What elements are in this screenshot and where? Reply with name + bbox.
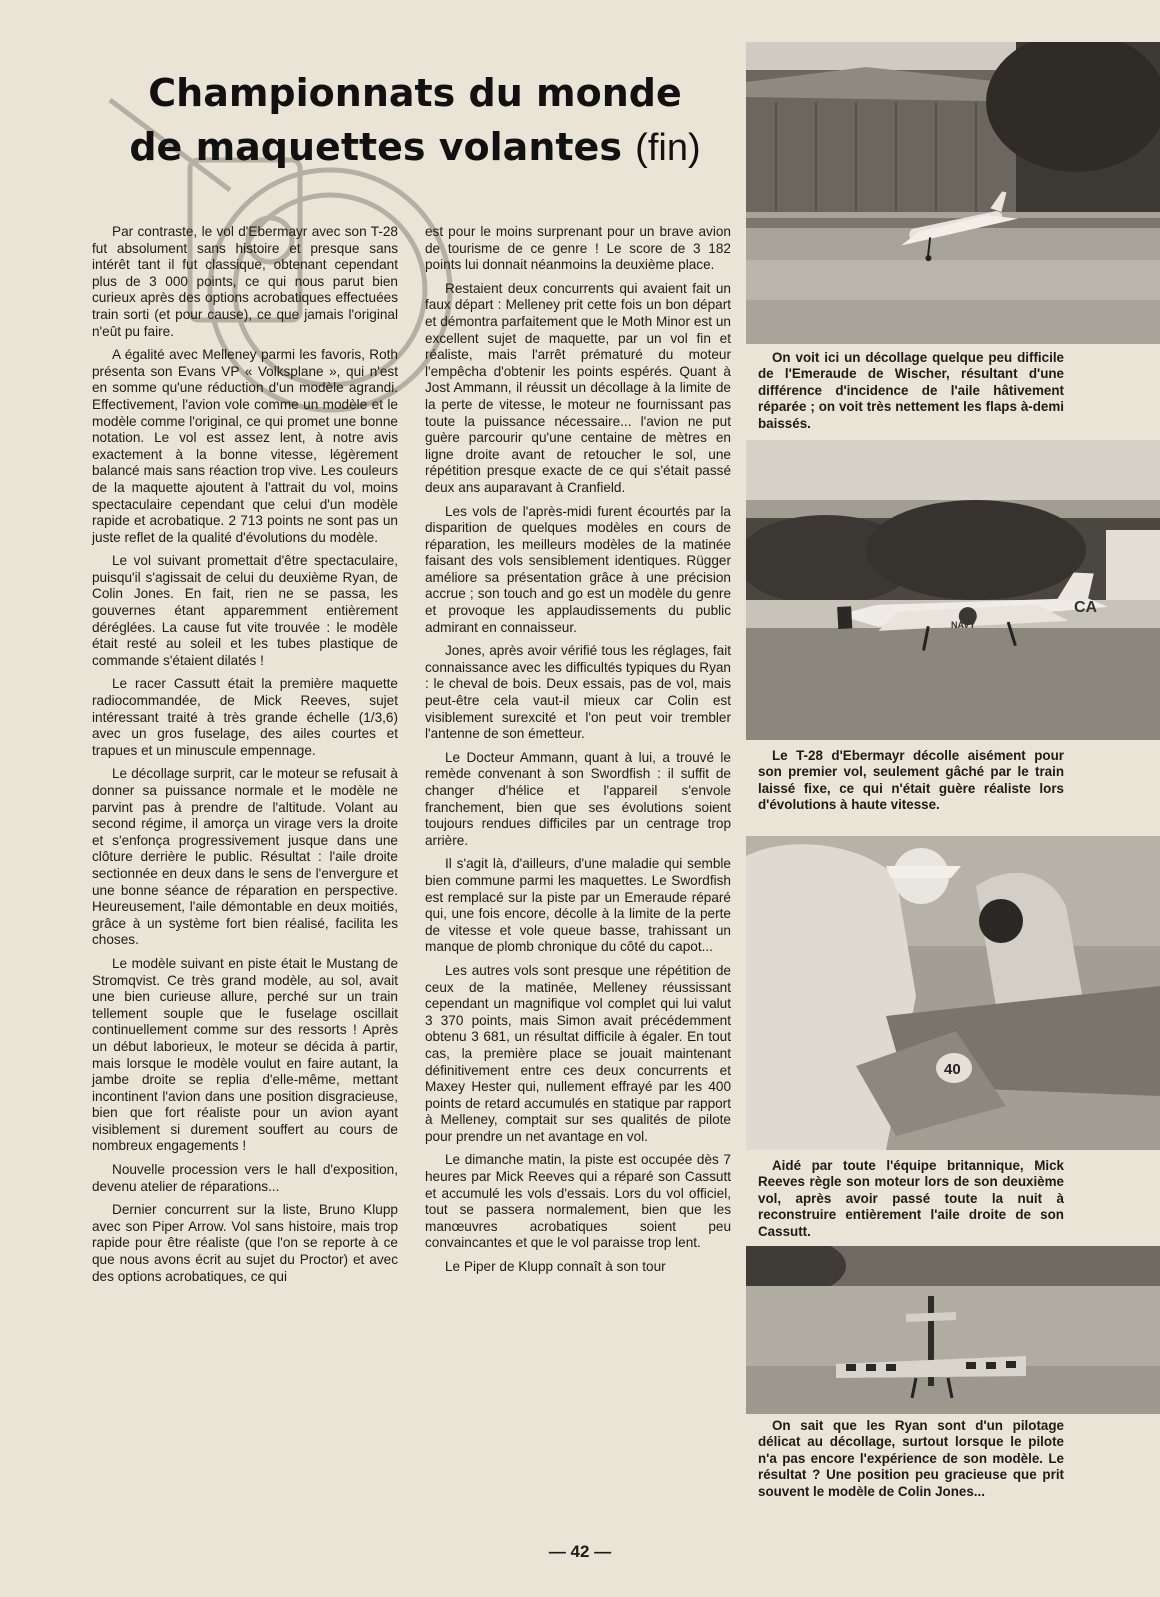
photo-caption: On voit ici un décollage quelque peu difficile de l'Emeraude de Wischer, résultant d'une différence d'incidence de l'aile hâtivement réparée ; on voit très nettement les flaps à-demi baissés. [758, 350, 1064, 431]
paragraph: Jones, après avoir vérifié tous les réglages, fait connaissance avec les difficultés typiques du Ryan : le cheval de bois. Deux essais, pas de vol, mais peut-être cela vaut-il mieux car Colin est visiblement surexcité et l'on peut voir trembler l'antenne de son émetteur. [425, 643, 731, 742]
photo-caption: Le T-28 d'Ebermayr décolle aisément pour son premier vol, seulement gâché par le train laissé fixe, ce qui n'était guère réaliste lors d'évolutions à haute vitesse. [758, 748, 1064, 813]
paragraph: A égalité avec Melleney parmi les favoris, Roth présenta son Evans VP « Volksplane », qui n'est en somme qu'une réduction d'un modèle agrandi. Effectivement, l'avion vole comme un modèle et le modèle comme l'original, ce qui promet une bonne notation. Le vol est assez lent, à notre avis exactement à la bonne vitesse, légèrement balancé mais sans réaction trop vive. Les couleurs de la maquette ajoutent à l'attrait du vol, moins spectaculaire cependant que celui d'un modèle rapide et acrobatique. 2 713 points ne sont pas un juste reflet de la qualité d'évolutions du modèle. [92, 347, 398, 545]
title-line-1: Championnats du monde [148, 71, 682, 115]
paragraph: Les vols de l'après-midi furent écourtés par la disparition de quelques modèles en cours de réparation, les meilleurs modèles de la matinée faisant des vols sensiblement identiques. Rügger améliore sa présentation grâce à une précision accrue ; son touch and go est un modèle du genre et provoque les applaudissements du public admirant en connaisseur. [425, 503, 731, 635]
text-column-1 [92, 224, 398, 1292]
paragraph: Le dimanche matin, la piste est occupée dès 7 heures par Mick Reeves qui a réparé son Cassutt et accumulé les vols d'essais. Lors du vol officiel, tout se passera normalement, bien que les manœuvres acrobatiques soient peu convaincantes et que le vol paraisse trop lent. [425, 1152, 731, 1251]
paragraph: Le racer Cassutt était la première maquette radiocommandée, de Mick Reeves, sujet intéressant traité à très grande échelle (1/3,6) avec un gros fuselage, des ailes courtes et trapues et un minuscule empennage. [92, 676, 398, 758]
paragraph: Le modèle suivant en piste était le Mustang de Stromqvist. Ce très grand modèle, au sol, avait une bien curieuse allure, perché sur un train tellement souple que le fuselage oscillait continuellement comme sur des ressorts ! Après un début laborieux, le moteur se décida à partir, mais lorsque le modèle voulut en faire autant, la jambe droite se replia d'elle-même, mettant incontinent l'avion dans une position disgracieuse, bien que fort réaliste pour un avion ayant visiblement si durement souffert au cours de nombreux engagements ! [92, 955, 398, 1154]
paragraph: Il s'agit là, d'ailleurs, d'une maladie qui semble bien commune parmi les maquettes. Le Swordfish est remplacé sur la piste par un Emeraude réparé qui, une fois encore, décolle à la limite de la perte de vitesse et vole queue basse, trahissant un manque de plomb chronique du côté du capot... [425, 856, 731, 955]
photo-caption: Aidé par toute l'équipe britannique, Mick Reeves règle son moteur lors de son deuxième vol, après avoir passé toute la nuit à reconstruire entièrement l'aile droite de son Cassutt. [758, 1158, 1064, 1239]
paragraph: Les autres vols sont presque une répétition de ceux de la matinée, Melleney réussissant cependant un magnifique vol complet qui lui valut 3 370 points, mais Simon avait précédemment obtenu 3 681, un résultat difficile à égaler. En tout cas, la première place se jouait maintenant définitivement entre ces deux concurrents et Maxey Hester qui, nullement effrayé par les 400 points de retard accumulés en statique par rapport à Melleney, comptait sur ses qualités de pilote pour prendre un net avantage en vol. [425, 962, 731, 1144]
photo-caption: On sait que les Ryan sont d'un pilotage délicat au décollage, surtout lorsque le pilote n'a pas encore l'expérience de son modèle. Le résultat ? Une position peu gracieuse que prit souvent le modèle de Colin Jones... [758, 1418, 1064, 1499]
cassutt-number-label: 40 [944, 1061, 961, 1078]
t28-code-label: CA [1074, 599, 1098, 616]
paragraph: est pour le moins surprenant pour un brave avion de tourisme de ce genre ! Le score de 3 182 points lui donnait néanmoins la deuxième place. [425, 224, 731, 273]
page-number: — 42 — [548, 1542, 612, 1561]
paragraph: Par contraste, le vol d'Ebermayr avec son T-28 fut absolument sans histoire et presque sans intérêt tant il fut classique, obtenant cependant plus de 3 000 points, ce qui nous parut bien curieux après des options acrobatiques effectuées train sorti (et pour cause), ce que jamais l'original n'eût pu faire. [92, 224, 398, 339]
photo-cassutt-mechanics [746, 836, 1160, 1150]
paragraph: Le Piper de Klupp connaît à son tour [445, 1259, 666, 1275]
paragraph: Le décollage surprit, car le moteur se refusait à donner sa puissance normale et le modèle ne parvint pas à prendre de l'altitude. Volant au second régime, il amorça un virage vers la droite et s'enfonça progressivement jusque dans une clôture derrière le public. Résultat : l'aile droite sectionnée en deux dans le sens de l'envergure et une bonne séance de réparation en perspective. Heureusement, l'aile démontable en deux moitiés, grâce à un système fort bien réalisé, facilita les choses. [92, 766, 398, 948]
photo-t28-takeoff [746, 440, 1160, 740]
t28-marking-label: NAVY [951, 620, 976, 630]
article-title [100, 66, 730, 175]
photo-ryan-ground [746, 1246, 1160, 1414]
paragraph: Restaient deux concurrents qui avaient fait un faux départ : Melleney prit cette fois un bon départ et démontra parfaitement que le Moth Minor est un excellent sujet de maquette, par un vol fin et réaliste, mais l'arrêt prématuré du moteur l'empêcha d'obtenir les points espérés. Quant à Jost Ammann, il réussit un décollage à la limite de la perte de vitesse, le moteur ne fournissant pas toute la puissance nécessaire... l'avion ne put guère parcourir qu'une centaine de mètres en ligne droite avant de retoucher le sol, une répétition presque exacte de ce qui s'était passé deux ans auparavant à Cranfield. [425, 280, 731, 495]
photo-emeraude-takeoff [746, 42, 1160, 344]
title-suffix: (fin) [635, 127, 701, 169]
paragraph: Dernier concurrent sur la liste, Bruno Klupp avec son Piper Arrow. Vol sans histoire, mais trop rapide pour être réaliste (que l'on se reporte à ce que nous avons écrit au sujet du Proctor) et avec des options acrobatiques, ce qui [92, 1202, 398, 1284]
paragraph: Le vol suivant promettait d'être spectaculaire, puisqu'il s'agissait de celui du deuxième Ryan, de Colin Jones. En fait, rien ne se passa, les gouvernes étant apparemment entièrement déréglées. La cause fut vite trouvée : le modèle était resté au soleil et les tubes plastique de commande s'étaient dilatés ! [92, 553, 398, 668]
paragraph: Le Docteur Ammann, quant à lui, a trouvé le remède convenant à son Swordfish : il suffit de changer d'hélice et l'appareil s'envole franchement, bien que ses évolutions soient toujours rendues difficiles par un centrage trop arrière. [425, 749, 731, 848]
paragraph: Nouvelle procession vers le hall d'exposition, devenu atelier de réparations... [92, 1162, 398, 1194]
text-column-2 [425, 224, 731, 1283]
title-line-2: de maquettes volantes [129, 125, 622, 169]
